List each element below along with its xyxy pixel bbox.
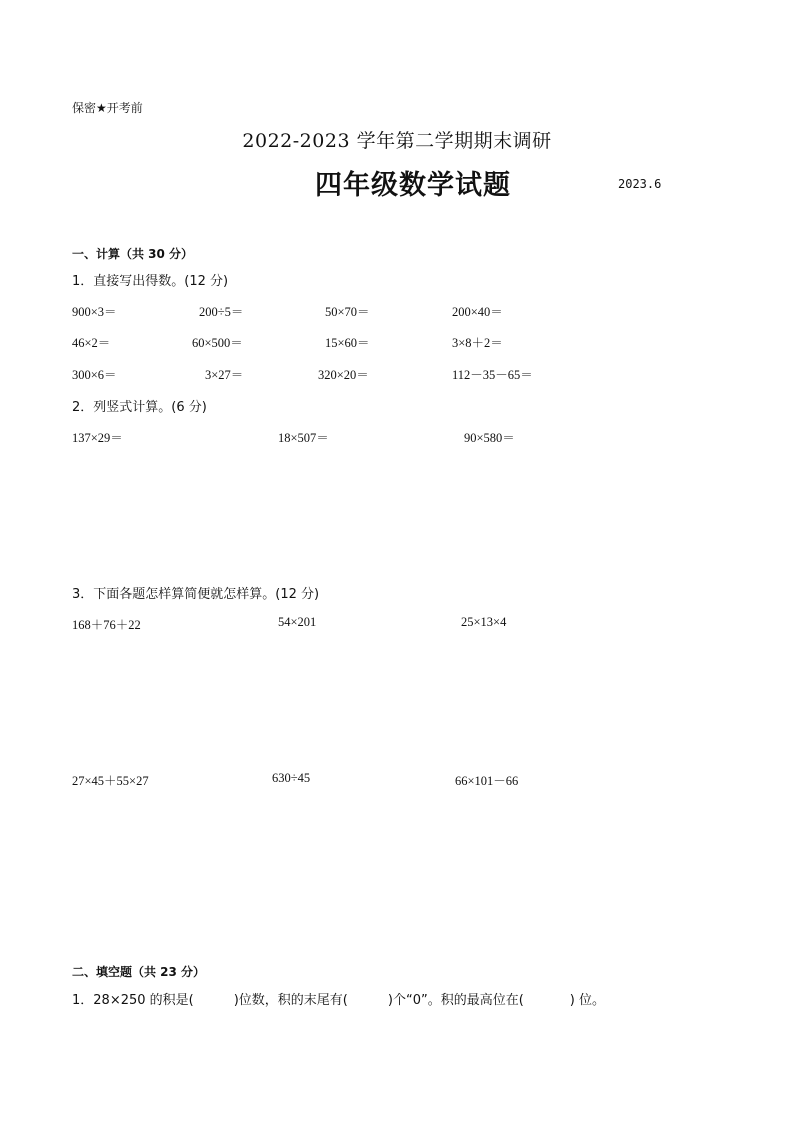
- vertical-calc-item: 90×580＝: [464, 431, 515, 445]
- simplify-calc-item: 27×45＋55×27: [72, 774, 149, 788]
- simplify-calc-item: 25×13×4: [461, 615, 507, 629]
- simplify-calc-item: 54×201: [278, 615, 317, 629]
- simplify-calc-item: 66×101－66: [455, 774, 519, 788]
- confidential-mark: 保密★开考前: [72, 101, 143, 115]
- exam-subject-title: 四年级数学试题: [315, 170, 511, 201]
- simplify-calc-item: 630÷45: [272, 771, 311, 785]
- vertical-calc-item: 18×507＝: [278, 431, 329, 445]
- section2-heading: 二、填空题（共 23 分）: [72, 965, 206, 979]
- oral-calc-item: 300×6＝: [72, 368, 117, 382]
- fill-blank-text: )个“0”。积的最高位在(: [387, 993, 524, 1008]
- oral-calc-item: 320×20＝: [318, 368, 369, 382]
- section1-heading: 一、计算（共 30 分）: [72, 247, 194, 261]
- exam-term-title: 2022-2023 学年第二学期期末调研: [242, 130, 552, 152]
- oral-calc-item: 60×500＝: [192, 336, 243, 350]
- oral-calc-item: 15×60＝: [325, 336, 370, 350]
- oral-calc-item: 3×27＝: [205, 368, 244, 382]
- q2-prompt: 2．列竖式计算。(6 分): [72, 400, 207, 415]
- oral-calc-item: 3×8＋2＝: [452, 336, 503, 350]
- oral-calc-item: 200÷5＝: [199, 305, 244, 319]
- fill-blank-question: [72, 989, 605, 1008]
- q1-prompt: 1．直接写出得数。(12 分): [72, 274, 229, 289]
- oral-calc-item: 112－35－65＝: [452, 368, 533, 382]
- vertical-calc-item: 137×29＝: [72, 431, 123, 445]
- q3-prompt: 3．下面各题怎样算简便就怎样算。(12 分): [72, 587, 320, 602]
- oral-calc-item: 50×70＝: [325, 305, 370, 319]
- oral-calc-item: 900×3＝: [72, 305, 117, 319]
- fill-blank-text: 1．28×250 的积是(: [72, 993, 194, 1008]
- oral-calc-item: 200×40＝: [452, 305, 503, 319]
- simplify-calc-item: 168＋76＋22: [72, 618, 141, 632]
- fill-blank-text: ) 位。: [569, 993, 605, 1008]
- oral-calc-item: 46×2＝: [72, 336, 111, 350]
- exam-date: 2023.6: [618, 177, 662, 191]
- fill-blank-text: )位数，积的末尾有(: [233, 993, 348, 1008]
